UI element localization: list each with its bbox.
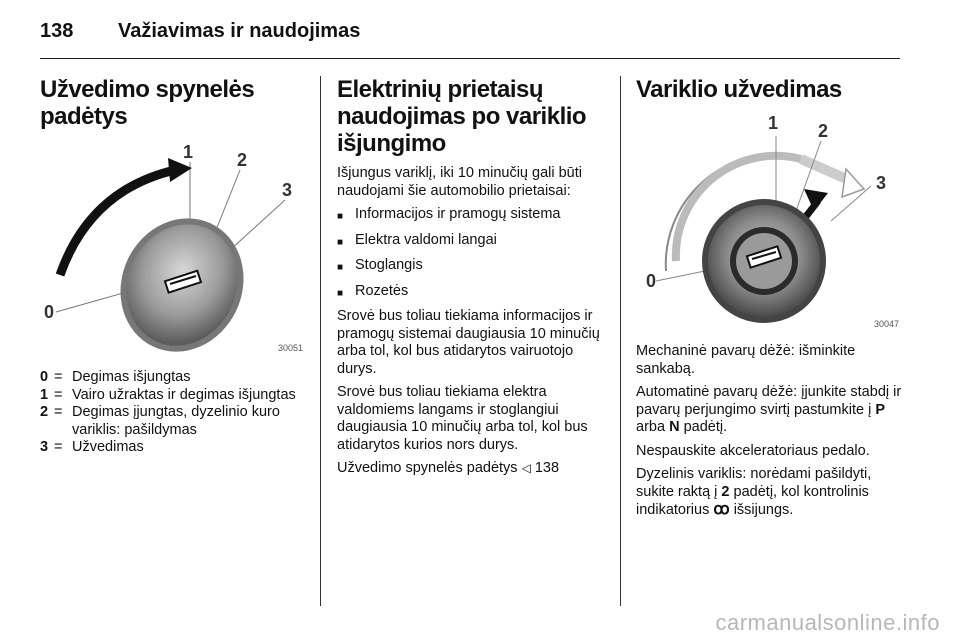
legend-eq: =: [54, 439, 63, 455]
legend-text: Užvedimas: [72, 439, 144, 455]
chapter-title: Važiavimas ir naudojimas: [118, 20, 361, 42]
page-header: [40, 20, 900, 54]
column-ignition-positions: [40, 76, 305, 457]
paragraph-automatic-gearbox: [636, 384, 906, 437]
header-rule: [40, 58, 900, 59]
paragraph-windows: Srovė bus toliau tiekiama elektra valdomiems langams ir stoglangiui daugiausia 10 minučių arba tol, kol bus atidarytos kurios nors durys.: [337, 384, 588, 453]
figure-label-1: 1: [768, 113, 779, 133]
list-item: [337, 257, 607, 277]
ignition-start-illustration: [636, 111, 901, 331]
figure-label-2: 2: [237, 150, 248, 170]
legend-key: 2: [40, 404, 49, 420]
page-reference-arrow-icon: ◁: [521, 461, 531, 475]
list-item-text: Elektra valdomi langai: [355, 231, 497, 248]
column-divider-1: [320, 76, 321, 606]
legend-key: 3: [40, 439, 49, 455]
figure-number: 30051: [277, 343, 303, 353]
bullet-square-icon: ■: [337, 236, 344, 248]
legend-item: [40, 387, 305, 405]
legend-eq: =: [54, 369, 63, 385]
page-number: 138: [40, 20, 74, 42]
intro-text: Išjungus variklį, iki 10 minučių gali būti naudojami šie automobilio prietaisai:: [337, 165, 582, 199]
figure-label-3: 3: [876, 173, 887, 193]
list-item-text: Rozetės: [355, 282, 409, 299]
column-engine-start: [636, 76, 906, 526]
cross-reference-page: 138: [534, 460, 560, 476]
gear-n-label: N: [669, 419, 680, 435]
legend-text: Degimas įjungtas, dyzelinio kuro variklis: pašildymas: [72, 404, 280, 438]
list-item: [337, 232, 607, 252]
legend-text: Vairo užraktas ir degimas išjungtas: [72, 386, 296, 403]
legend-item: [40, 369, 305, 387]
section-heading-electrical-devices: Elektrinių prietaisų naudojimas po variklio išjungimo: [337, 76, 587, 157]
figure-label-0: 0: [44, 302, 55, 322]
legend-eq: =: [54, 404, 63, 420]
glow-plug-indicator-icon: ꝏ: [713, 501, 730, 518]
paragraph-infotainment: Srovė bus toliau tiekiama informacijos ir pramogų sistemai daugiausia 10 minučių arba tol, kol bus atidarytos vairuotojo durys.: [337, 308, 600, 377]
paragraph-diesel: [636, 466, 906, 520]
text-part: padėtį, kol kontrolinis indikatorius: [636, 483, 869, 518]
watermark: carmanualsonline.info: [715, 610, 940, 635]
legend-text: Degimas išjungtas: [72, 369, 191, 385]
paragraph-manual-gearbox: Mechaninė pavarų dėžė: išminkite sankabą.: [636, 343, 856, 377]
legend-item: [40, 404, 305, 439]
legend-key: 0: [40, 369, 49, 385]
cross-reference[interactable]: [337, 460, 607, 478]
text-part: Dyzelinis variklis: norėdami pašildyti, sukite raktą į: [636, 466, 872, 500]
bullet-square-icon: ■: [337, 287, 344, 299]
figure-label-2: 2: [818, 121, 829, 141]
paragraph-accelerator: Nespauskite akceleratoriaus pedalo.: [636, 442, 870, 459]
engine-start-figure: [636, 111, 901, 331]
legend-key: 1: [40, 386, 49, 403]
section-heading-engine-start: Variklio užvedimas: [636, 76, 842, 103]
list-item: [337, 283, 607, 303]
ignition-positions-figure: [40, 140, 305, 355]
cross-reference-text: Užvedimo spynelės padėtys: [337, 460, 518, 476]
column-electrical-devices: [337, 76, 607, 484]
legend-item: [40, 439, 305, 457]
bullet-square-icon: ■: [337, 262, 344, 273]
text-part: Automatinė pavarų dėžė: įjunkite stabdį ir pavarų perjungimo svirtį pastumkite į: [636, 384, 902, 418]
text-part: išsijungs.: [729, 502, 794, 518]
ignition-lock-illustration: [40, 140, 305, 355]
position-number: 2: [721, 483, 730, 500]
figure-label-3: 3: [282, 180, 293, 200]
gear-p-label: P: [875, 401, 886, 418]
column-divider-2: [620, 76, 621, 606]
list-item: [337, 206, 607, 226]
figure-number: 30047: [873, 319, 899, 329]
legend-eq: =: [54, 386, 63, 403]
section-heading-ignition-positions: Užvedimo spynelės padėtys: [40, 76, 255, 130]
figure-label-0: 0: [646, 271, 657, 291]
position-legend: [40, 369, 305, 457]
list-item-text: Informacijos ir pramogų sistema: [355, 206, 561, 222]
bullet-square-icon: ■: [337, 211, 344, 222]
list-item-text: Stoglangis: [355, 257, 423, 273]
text-part: padėtį.: [679, 419, 728, 435]
figure-label-1: 1: [183, 142, 194, 162]
text-part: arba: [636, 419, 670, 435]
